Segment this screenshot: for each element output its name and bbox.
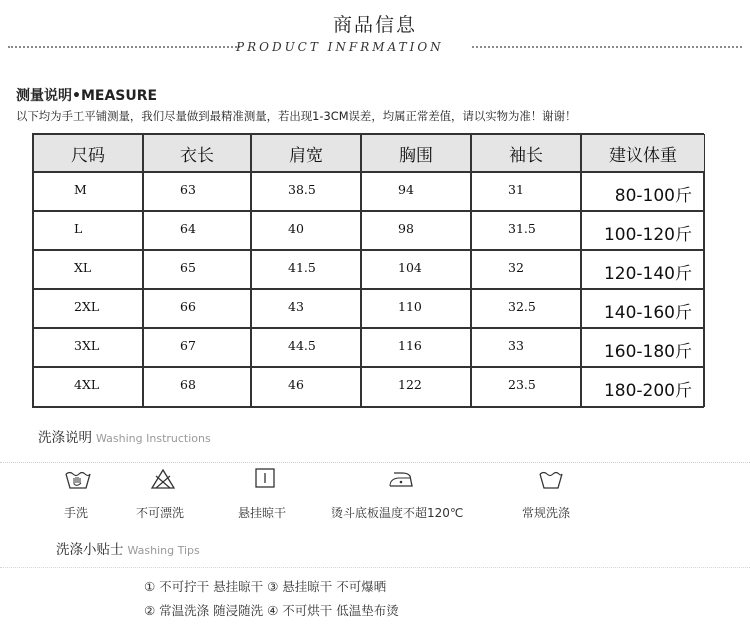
divider-left [8,46,240,48]
tip-line-2: ② 常温洗涤 随浸随洗 ④ 不可烘干 低温垫布烫 [144,603,399,618]
page-title: 商品信息 [332,14,417,36]
table-cell-weight: 120-140斤 [581,250,705,289]
table-header-sleeve: 袖长 [471,134,581,172]
table-cell-shoulder: 46 [251,367,361,407]
care-label-hand-wash: 手洗 [64,506,89,520]
table-cell-size: L [33,211,143,250]
care-icons-band [0,462,750,497]
table-header-length: 衣长 [143,134,251,172]
size-table [32,133,704,408]
table-cell-sleeve: 32.5 [471,289,581,328]
table-cell-sleeve: 23.5 [471,367,581,407]
table-cell-bust: 104 [361,250,471,289]
hand-wash-icon [64,468,92,490]
table-cell-weight: 160-180斤 [581,328,705,367]
regular-wash-icon [538,468,564,490]
table-cell-sleeve: 33 [471,328,581,367]
table-header-shoulder: 肩宽 [251,134,361,172]
table-cell-weight: 80-100斤 [581,172,705,211]
measure-note: 以下均为手工平铺测量，我们尽量做到最精准测量，若出现1-3CM误差，均属正常差值，请以实物为准！谢谢！ [16,109,577,123]
table-header-bust: 胸围 [361,134,471,172]
tips-heading [56,538,200,558]
table-cell-size: 2XL [33,289,143,328]
table-cell-size: 3XL [33,328,143,367]
table-cell-size: M [33,172,143,211]
no-bleach-icon [150,468,176,490]
table-cell-shoulder: 41.5 [251,250,361,289]
table-cell-length: 68 [143,367,251,407]
table-cell-shoulder: 44.5 [251,328,361,367]
table-cell-bust: 94 [361,172,471,211]
table-cell-bust: 98 [361,211,471,250]
table-cell-shoulder: 40 [251,211,361,250]
measure-heading: 测量说明•MEASURE [16,88,158,104]
table-header-size: 尺码 [33,134,143,172]
table-cell-weight: 180-200斤 [581,367,705,407]
tip-line-1: ① 不可拧干 悬挂晾干 ③ 悬挂晾干 不可爆晒 [144,579,387,594]
table-cell-size: XL [33,250,143,289]
table-cell-length: 66 [143,289,251,328]
tips-heading-cn: 洗涤小贴士 [56,542,124,558]
iron-icon [386,469,416,489]
washing-heading [38,426,211,446]
table-cell-shoulder: 43 [251,289,361,328]
table-cell-length: 64 [143,211,251,250]
table-cell-length: 63 [143,172,251,211]
table-cell-bust: 122 [361,367,471,407]
care-label-regular-wash: 常规洗涤 [522,506,571,520]
divider-right [472,46,742,48]
washing-heading-en: Washing Instructions [96,432,211,445]
table-cell-sleeve: 31 [471,172,581,211]
table-cell-shoulder: 38.5 [251,172,361,211]
table-cell-bust: 110 [361,289,471,328]
tips-heading-en: Washing Tips [127,544,200,557]
table-cell-sleeve: 31.5 [471,211,581,250]
table-cell-size: 4XL [33,367,143,407]
table-header-weight: 建议体重 [581,134,705,172]
table-cell-bust: 116 [361,328,471,367]
table-cell-length: 67 [143,328,251,367]
care-label-no-bleach: 不可漂洗 [136,506,185,520]
table-cell-sleeve: 32 [471,250,581,289]
table-cell-weight: 100-120斤 [581,211,705,250]
table-cell-weight: 140-160斤 [581,289,705,328]
care-label-iron: 烫斗底板温度不超120℃ [331,506,464,520]
washing-heading-cn: 洗涤说明 [38,430,92,446]
hang-dry-icon [254,467,276,489]
care-label-hang-dry: 悬挂晾干 [238,506,287,520]
table-cell-length: 65 [143,250,251,289]
page-subtitle: PRODUCT INFRMATION [236,40,444,54]
tips-divider [0,567,750,568]
